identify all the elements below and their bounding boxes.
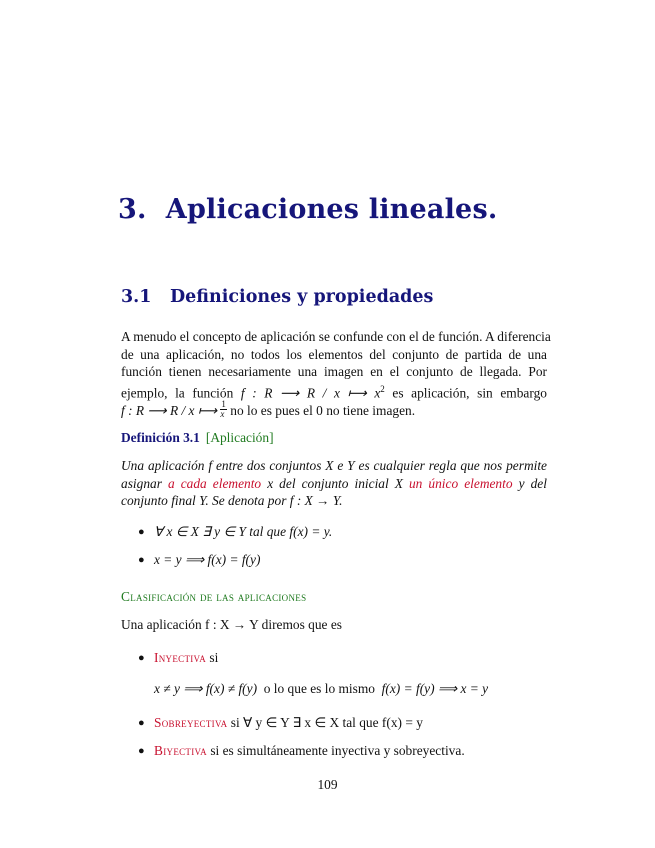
section-title bbox=[121, 287, 433, 307]
definition-line: conjunto final Y. Se denota por f : X → Y. bbox=[121, 493, 343, 509]
bullet-text: x = y ⟹ f(x) = f(y) bbox=[154, 552, 261, 567]
chapter-number: 3. bbox=[118, 194, 147, 225]
definition-text: y del bbox=[518, 475, 547, 491]
classification-intro: Una aplicación f : X → Y diremos que es bbox=[121, 617, 343, 632]
classification-bullet-injective bbox=[138, 650, 218, 666]
injective-suffix: si bbox=[209, 650, 219, 665]
intro-formula: f : R ⟶ R / x ⟼ x bbox=[240, 385, 381, 401]
intro-line: función tienen necesariamente una imagen en el conjunto de llegada. Por bbox=[121, 364, 547, 380]
highlight-text: a cada elemento bbox=[167, 475, 262, 491]
definition-name: [Aplicación] bbox=[205, 430, 274, 445]
fraction-denominator: x bbox=[220, 409, 225, 420]
formula-part: f(x) = f(y) ⟹ x = y bbox=[381, 681, 489, 696]
bullet-text: ∀ x ∈ X ∃ y ∈ Y tal que f(x) = y. bbox=[154, 524, 333, 539]
bullet-dot: ● bbox=[138, 652, 145, 664]
bullet-dot: ● bbox=[138, 554, 145, 566]
section-title-text: Definiciones y propiedades bbox=[170, 287, 434, 307]
bullet-dot: ● bbox=[138, 526, 145, 538]
definition-text: asignar bbox=[121, 475, 162, 491]
intro-text: no lo es pues el 0 no tiene imagen. bbox=[230, 402, 416, 418]
intro-line: de una aplicación, no todos los elementos del conjunto de partida de una bbox=[121, 346, 547, 362]
surjective-label: Sobreyectiva bbox=[154, 715, 228, 730]
formula-connector: o lo que es lo mismo bbox=[263, 681, 375, 696]
classification-heading: Clasificación de las aplicaciones bbox=[121, 589, 307, 604]
intro-paragraph bbox=[121, 328, 551, 421]
classification-bullet-bijective bbox=[138, 743, 465, 759]
intro-text: es aplicación, sin embargo bbox=[392, 385, 547, 401]
injective-label: Inyectiva bbox=[154, 650, 206, 665]
fraction-numerator: 1 bbox=[221, 399, 226, 410]
chapter-title bbox=[118, 194, 497, 225]
formula-part: x ≠ y ⟹ f(x) ≠ f(y) bbox=[154, 681, 258, 696]
section-number: 3.1 bbox=[121, 287, 152, 307]
intro-line bbox=[121, 399, 547, 421]
definition-label: Definición 3.1 bbox=[121, 430, 200, 445]
bijective-text: si es simultáneamente inyectiva y sobreyectiva. bbox=[210, 743, 465, 758]
definition-bullet bbox=[138, 524, 332, 540]
highlight-text: un único elemento bbox=[408, 475, 513, 491]
classification-bullet-surjective bbox=[138, 715, 423, 731]
page-number: 109 bbox=[317, 777, 338, 792]
surjective-text: si ∀ y ∈ Y ∃ x ∈ X tal que f(x) = y bbox=[230, 715, 423, 730]
chapter-title-text: Aplicaciones lineales. bbox=[165, 194, 498, 225]
definition-text: x del conjunto inicial X bbox=[267, 475, 403, 491]
intro-line: A menudo el concepto de aplicación se confunde con el de función. A diferencia bbox=[121, 329, 551, 344]
bullet-dot: ● bbox=[138, 745, 145, 757]
fraction bbox=[220, 400, 227, 419]
exponent: 2 bbox=[380, 383, 385, 394]
intro-text: ejemplo, la función bbox=[121, 385, 234, 401]
definition-body bbox=[121, 457, 547, 510]
bijective-label: Biyectiva bbox=[154, 743, 207, 758]
bullet-dot: ● bbox=[138, 717, 145, 729]
definition-line bbox=[121, 475, 547, 493]
injective-formula bbox=[154, 681, 488, 697]
intro-line bbox=[121, 381, 547, 402]
intro-formula: f : R ⟶ R / x ⟼ bbox=[121, 402, 218, 418]
definition-bullet bbox=[138, 552, 260, 568]
definition-heading bbox=[121, 430, 274, 446]
definition-line: Una aplicación f entre dos conjuntos X e Y es cualquier regla que nos permite bbox=[121, 458, 547, 473]
